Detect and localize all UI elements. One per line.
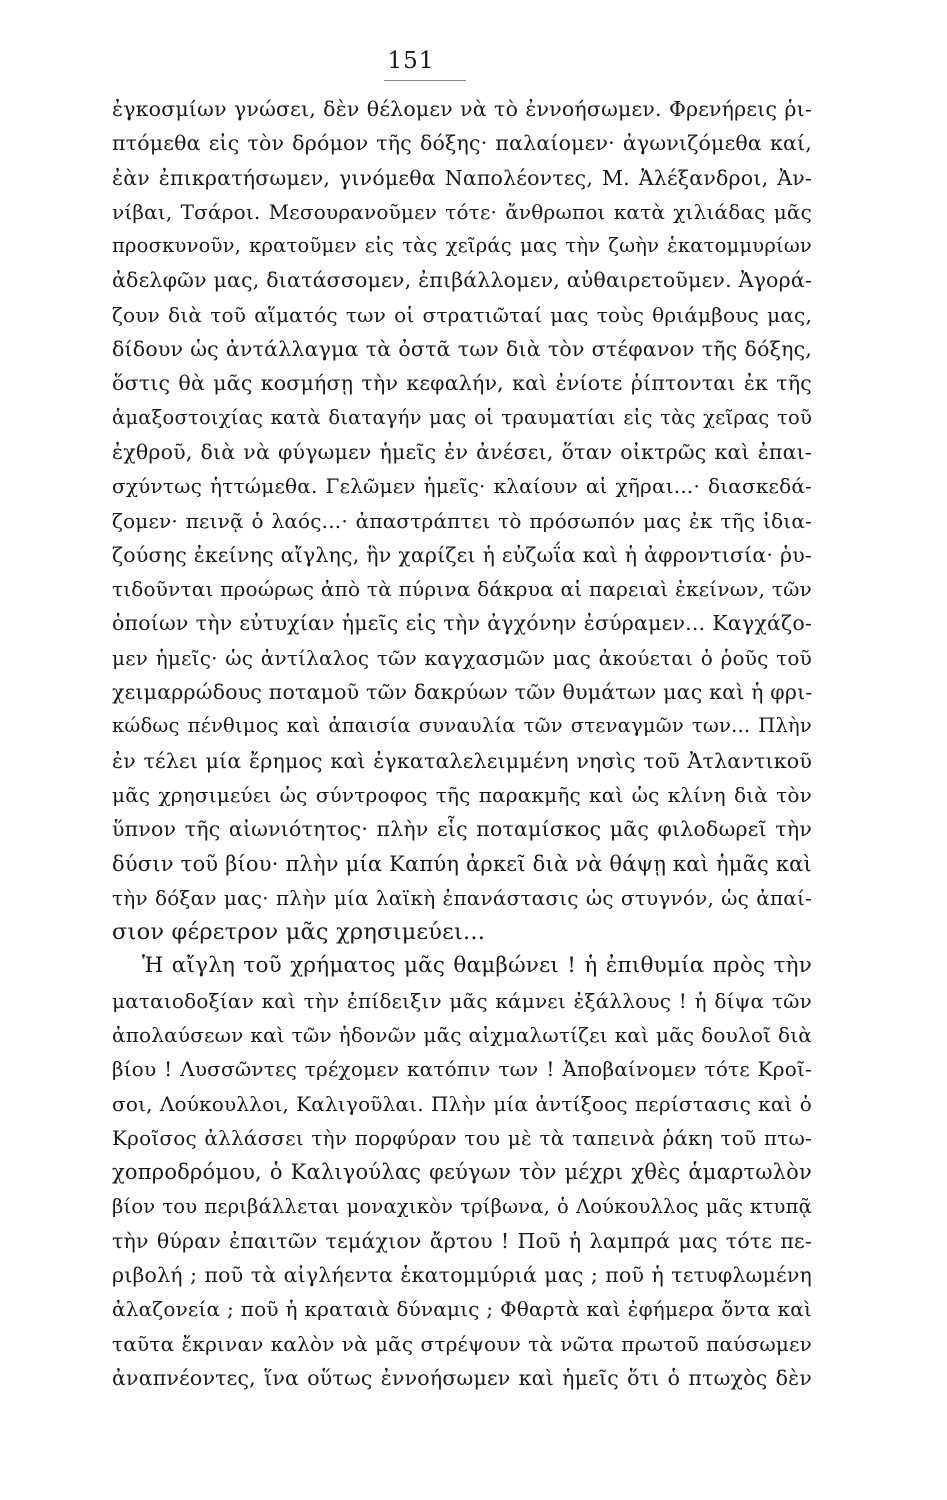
text-line: σχύντως ἡττώμεθα. Γελῶμεν ἡμεῖς· κλαίουν αἱ χῆραι...· διασκεδά- [112,474,812,499]
text-line: τὴν θύραν ἐπαιτῶν τεμάχιον ἄρτου ! Ποῦ ἡ λαμπρά μας τότε πε- [112,1228,812,1253]
text-line: πτόμεθα εἰς τὸν δρόμον τῆς δόξης· παλαίομεν· ἀγωνιζόμεθα καί, [112,131,812,156]
body-text [112,92,812,1395]
text-line: ζουν διὰ τοῦ αἵματός των οἱ στρατιῶταί μας τοὺς θριάμβους μας, [112,302,812,327]
page-number: 151 [387,48,435,74]
text-line: ἐὰν ἐπικρατήσωμεν, γινόμεθα Ναπολέοντες, Μ. Ἀλέξανδροι, Ἀν- [112,165,812,190]
text-line: ὁποίων τὴν εὐτυχίαν ἡμεῖς εἰς τὴν ἀγχόνην ἐσύραμεν... Καγχάζο- [112,611,812,636]
text-line: ζούσης ἐκείνης αἴγλης, ἣν χαρίζει ἡ εὐζωΐα καὶ ἡ ἀφροντισία· ῥυ- [112,542,812,567]
text-line: ἀδελφῶν μας, διατάσσομεν, ἐπιβάλλομεν, αὐθαιρετοῦμεν. Ἀγορά- [112,268,812,293]
text-line: δίδουν ὡς ἀντάλλαγμα τὰ ὀστᾶ των διὰ τὸν στέφανον τῆς δόξης, [112,337,812,362]
text-line: ἀλαζονεία ; ποῦ ἡ κραταιὰ δύναμις ; Φθαρτὰ καὶ ἐφήμερα ὄντα καὶ [112,1297,812,1322]
text-line: ἀναπνέοντες, ἵνα οὕτως ἐννοήσωμεν καὶ ἡμεῖς ὅτι ὁ πτωχὸς δὲν [112,1365,812,1390]
text-line: προσκυνοῦν, κρατοῦμεν εἰς τὰς χεῖράς μας τὴν ζωὴν ἑκατομμυρίων [112,234,812,258]
text-line: μεν ἡμεῖς· ὡς ἀντίλαλος τῶν καγχασμῶν μας ἀκούεται ὁ ῥοῦς τοῦ [112,645,812,670]
text-line: ὕπνον τῆς αἰωνιότητος· πλὴν εἷς ποταμίσκος μᾶς φιλοδωρεῖ τὴν [112,817,812,842]
text-line-paragraph-end: σιον φέρετρον μᾶς χρησιμεύει... [112,919,486,946]
text-line: τὴν δόξαν μας· πλὴν μία λαϊκὴ ἐπανάστασις ὡς στυγνόν, ὡς ἀπαί- [112,885,812,910]
text-line: μᾶς χρησιμεύει ὡς σύντροφος τῆς παρακμῆς καὶ ὡς κλίνη διὰ τὸν [112,782,812,807]
text-line-paragraph-start: Ἡ αἴγλη τοῦ χρήματος μᾶς θαμβώνει ! ἡ ἐπιθυμία πρὸς τὴν [142,953,812,979]
text-line: Κροῖσος ἀλλάσσει τὴν πορφύραν του μὲ τὰ ταπεινὰ ῥάκη τοῦ πτω- [112,1125,812,1150]
text-line: ριβολή ; ποῦ τὰ αἰγλήεντα ἑκατομμύριά μας ; ποῦ ἡ τετυφλωμένη [112,1263,812,1288]
text-line: χοπροδρόμου, ὁ Καλιγούλας φεύγων τὸν μέχρι χθὲς ἁμαρτωλὸν [112,1160,812,1185]
text-line: ἁμαξοστοιχίας κατὰ διαταγήν μας οἱ τραυματίαι εἰς τὰς χεῖρας τοῦ [112,405,812,429]
text-line: ἀπολαύσεων καὶ τῶν ἡδονῶν μᾶς αἰχμαλωτίζει καὶ μᾶς δουλοῖ διὰ [112,1023,812,1048]
text-line: ματαιοδοξίαν καὶ τὴν ἐπίδειξιν μᾶς κάμνει ἐξάλλους ! ἡ δίψα τῶν [112,988,812,1013]
text-line: ὅστις θὰ μᾶς κοσμήσῃ τὴν κεφαλήν, καὶ ἐνίοτε ῥίπτονται ἐκ τῆς [112,371,812,396]
text-line: δύσιν τοῦ βίου· πλὴν μία Καπύη ἀρκεῖ διὰ νὰ θάψῃ καὶ ἡμᾶς καὶ [112,851,812,876]
text-line: ἐν τέλει μία ἔρημος καὶ ἐγκαταλελειμμένη νησὶς τοῦ Ἀτλαντικοῦ [112,748,812,773]
text-line: ζομεν· πεινᾷ ὁ λαός...· ἀπαστράπτει τὸ πρόσωπόν μας ἐκ τῆς ἰδια- [112,508,812,533]
text-line: βίον του περιβάλλεται μοναχικὸν τρίβωνα, ὁ Λούκουλλος μᾶς κτυπᾷ [112,1194,812,1218]
text-line: ταῦτα ἔκριναν καλὸν νὰ μᾶς στρέψουν τὰ νῶτα πρωτοῦ παύσωμεν [112,1331,812,1356]
text-line: σοι, Λούκουλλοι, Καλιγοῦλαι. Πλὴν μία ἀντίξοος περίστασις καὶ ὁ [112,1091,812,1116]
text-line: κώδως πένθιμος καὶ ἀπαισία συναυλία τῶν στεναγμῶν των... Πλὴν [112,714,812,738]
text-line: τιδοῦνται προώρως ἀπὸ τὰ πύρινα δάκρυα αἱ παρειαὶ ἐκείνων, τῶν [112,577,812,602]
text-line: χειμαρρώδους ποταμοῦ τῶν δακρύων τῶν θυμάτων μας καὶ ἡ φρι- [112,680,813,705]
header-rule [384,80,466,81]
text-line: ἐγκοσμίων γνώσει, δὲν θέλομεν νὰ τὸ ἐννοήσωμεν. Φρενήρεις ῥι- [112,97,812,121]
text-line: ἐχθροῦ, διὰ νὰ φύγωμεν ἡμεῖς ἐν ἀνέσει, ὅταν οἰκτρῶς καὶ ἐπαι- [112,439,812,464]
text-line: νίβαι, Τσάροι. Μεσουρανοῦμεν τότε· ἄνθρωποι κατὰ χιλιάδας μᾶς [112,199,812,224]
text-line: βίου ! Λυσσῶντες τρέχομεν κατόπιν των ! Ἀποβαίνομεν τότε Κροῖ- [112,1057,812,1082]
